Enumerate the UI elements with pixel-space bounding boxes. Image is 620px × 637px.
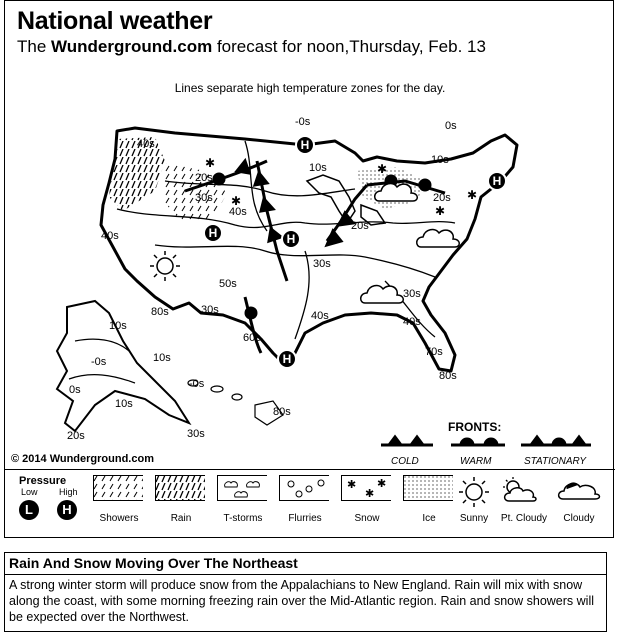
rain-swatch: [155, 475, 205, 501]
showers-swatch: [93, 475, 143, 501]
subtitle-brand: Wunderground.com: [51, 37, 213, 56]
page-subtitle: [17, 37, 486, 57]
temp-label: -0s: [189, 378, 205, 390]
temp-label: 10s: [309, 162, 327, 174]
temp-label: 40s: [403, 316, 421, 328]
high-pressure-symbol: H: [57, 500, 77, 520]
temp-label: 50s: [219, 278, 237, 290]
front-label-cold: COLD: [391, 456, 419, 467]
temp-label: 20s: [433, 192, 451, 204]
temp-label: 0s: [445, 120, 457, 132]
svg-text:H: H: [282, 352, 292, 366]
temp-label: 80s: [439, 370, 457, 382]
pressure-legend-title: Pressure: [19, 475, 67, 487]
svg-text:✱: ✱: [435, 204, 446, 218]
svg-text:H: H: [300, 138, 310, 152]
svg-text:✱: ✱: [377, 162, 388, 176]
legend-divider: [5, 469, 615, 470]
partly-cloudy-icon: [499, 475, 539, 505]
temp-label: 10s: [153, 352, 171, 364]
temp-label: 30s: [187, 428, 205, 440]
svg-text:✱: ✱: [205, 156, 216, 170]
legend-label-cloudy: Cloudy: [563, 513, 595, 524]
temp-label: 0s: [69, 384, 81, 396]
flurries-swatch: [279, 475, 329, 501]
legend-label-sunny: Sunny: [459, 513, 489, 524]
temp-label: 60s: [243, 332, 261, 344]
temp-label: 40s: [311, 310, 329, 322]
svg-text:H: H: [208, 226, 218, 240]
sun-icon: [457, 475, 491, 509]
story-headline: Rain And Snow Moving Over The Northeast: [5, 553, 606, 575]
copyright: © 2014 Wunderground.com: [11, 453, 154, 465]
temp-label: 80s: [151, 306, 169, 318]
legend-label-pt-cloudy: Pt. Cloudy: [500, 513, 548, 524]
ice-swatch: [403, 475, 453, 501]
legend-label-showers: Showers: [99, 513, 139, 524]
temp-label: 30s: [201, 304, 219, 316]
forecast-story: [4, 552, 607, 632]
temp-label: 40s: [101, 230, 119, 242]
story-body: A strong winter storm will produce snow from the Appalachians to New England. Rain will mix with snow along the coast, with some morning freezing rain over the Mid-Atlantic region. Rain and snow showers will be expected over the Northwest.: [9, 578, 595, 624]
snow-swatch: [341, 475, 391, 501]
temp-label: 30s: [313, 258, 331, 270]
temp-label: 40s: [229, 206, 247, 218]
temp-label: 70s: [425, 346, 443, 358]
temp-label: 10s: [115, 398, 133, 410]
legend-label-tstorms: T-storms: [223, 513, 263, 524]
cold-front-key: [381, 437, 433, 445]
temp-label: 10s: [109, 320, 127, 332]
temp-label: -0s: [295, 116, 311, 128]
svg-text:✱: ✱: [347, 478, 357, 491]
high-pressure-5: [278, 350, 296, 368]
legend-label-snow: Snow: [354, 513, 380, 524]
svg-text:✱: ✱: [377, 477, 387, 490]
svg-text:✱: ✱: [467, 188, 478, 202]
front-label-stationary: STATIONARY: [524, 456, 587, 467]
tstorms-swatch: [217, 475, 267, 501]
pressure-high-label: High: [59, 487, 78, 497]
map-note: Lines separate high temperature zones for the day.: [174, 81, 446, 95]
svg-text:✱: ✱: [231, 194, 242, 208]
us-weather-map: [5, 101, 613, 451]
legend-label-flurries: Flurries: [288, 513, 322, 524]
high-pressure-4: [488, 172, 506, 190]
low-pressure-symbol: L: [19, 500, 39, 520]
temp-label: 10s: [431, 154, 449, 166]
fronts-key: [381, 437, 591, 445]
temp-label: 30s: [195, 192, 213, 204]
high-pressure-1: [296, 136, 314, 154]
subtitle-date: forecast for noon,Thursday, Feb. 13: [212, 37, 486, 56]
temp-label: 20s: [67, 430, 85, 442]
temp-label: 80s: [273, 406, 291, 418]
svg-text:H: H: [492, 174, 502, 188]
cloud-icon: [555, 475, 603, 505]
stationary-front-key: [521, 437, 591, 445]
temp-label: -0s: [91, 356, 107, 368]
weather-map-panel: [4, 0, 614, 538]
temp-label: 20s: [351, 220, 369, 232]
page-title: National weather: [17, 7, 213, 35]
high-pressure-2: [204, 224, 222, 242]
subtitle-prefix: The: [17, 37, 52, 56]
temp-label: 30s: [403, 288, 421, 300]
temp-label: 40s: [137, 138, 155, 150]
front-label-warm: WARM: [460, 456, 492, 467]
legend-label-rain: Rain: [170, 513, 192, 524]
pressure-low-label: Low: [21, 487, 38, 497]
warm-front-key: [451, 439, 505, 445]
high-pressure-3: [282, 230, 300, 248]
svg-text:✱: ✱: [365, 487, 375, 500]
svg-text:H: H: [286, 232, 296, 246]
temp-label: 20s: [195, 172, 213, 184]
fronts-title: FRONTS:: [448, 420, 502, 434]
legend-label-ice: Ice: [422, 513, 436, 524]
